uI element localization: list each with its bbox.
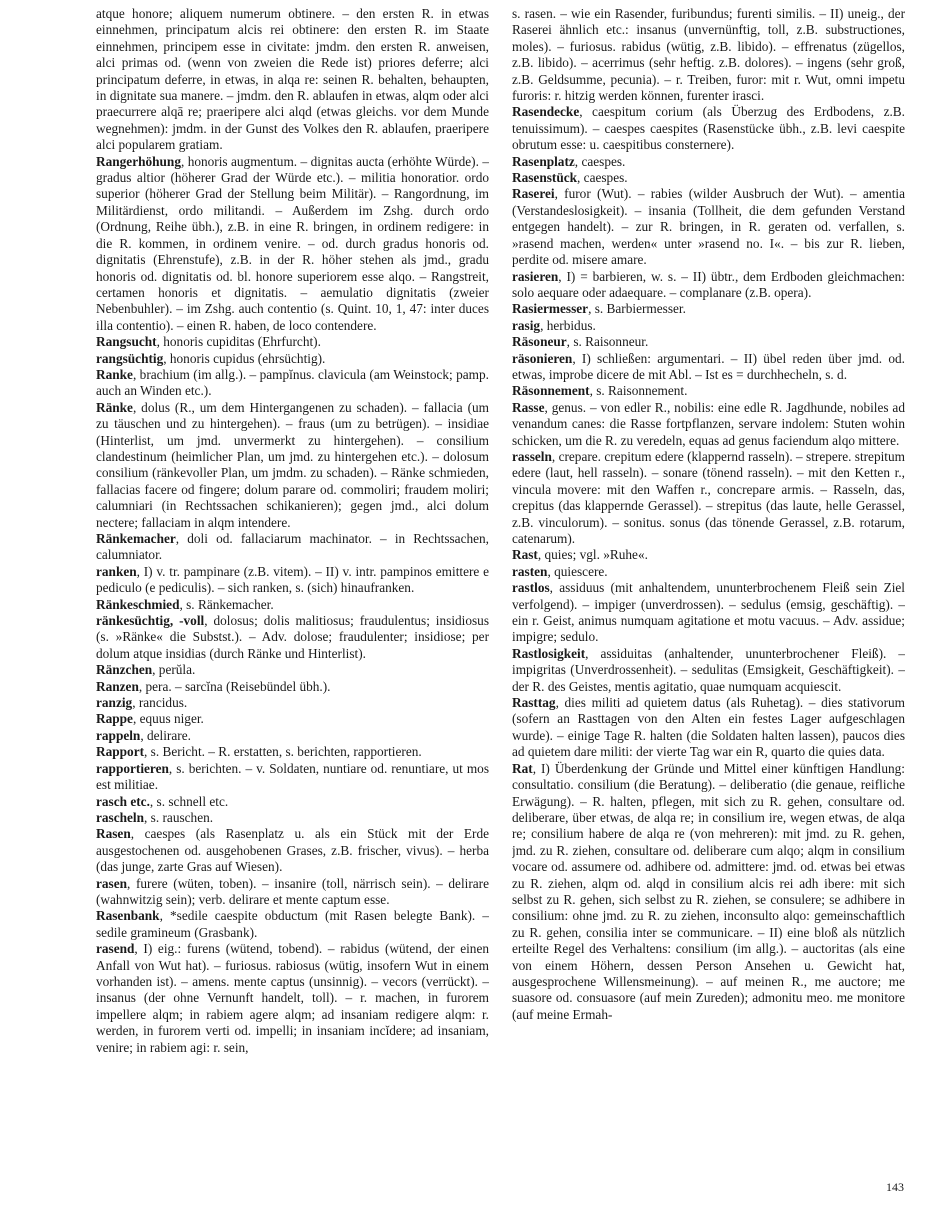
headword: rasen [96,875,128,891]
entry-text: , s. berichten. – v. Soldaten, nuntiare od. renuntiare, ut mos est militiae. [96,760,489,793]
dictionary-entry [96,367,489,400]
dictionary-entry [96,564,489,597]
entry-text: , honoris cupiditas (Ehrfurcht). [156,334,321,350]
dictionary-entry [96,876,489,909]
dictionary-entry [96,908,489,941]
entry-text: , genus. – von edler R., nobilis: eine edle R. Jagdhunde, nobiles ad venandum canes: die Rasse fortpflanzen, servare indolem: Stuten wohin schicken, um die R. zu veredeln, equas ad genus faciendum alqo mittere. [512,399,905,448]
dictionary-entry [512,301,905,317]
headword: ranken [96,563,137,579]
dictionary-entry [512,154,905,170]
dictionary-entry [96,334,489,350]
dictionary-entry [96,826,489,875]
headword: Rat [512,760,533,776]
entry-text: , *sedile caespite obductum (mit Rasen belegte Bank). – sedile gramineum (Grasbank). [96,908,489,940]
headword: Rasendecke [512,104,580,120]
entry-text: , crepare. crepitum edere (klappernd rasseln). – strepere. strepitum edere (laut, hell rasseln). – sonare (tönend rasseln). – mit den Ketten r., vincula movere: mit den Waffen r., concrepare armis. – Rasseln, das, crepitus (das klappernde Gerassel). – strepitus (das laute, helle Gerassel, z.B. vinculorum). – sonitus. sonus (das tönende Gerassel, z.B. rotarum, catenarum). [512,448,905,546]
entry-text: , herbidus. [540,317,596,333]
entry-text: atque honore; aliquem numerum obtinere. – den ersten R. in etwas einnehmen, principatum alcis rei obtinere: den ersten R. im Staate einnehmen, principem esse in civitate: jmdm. den ersten R. anweisen, alci primas od. (wenn von zweien die Rede ist) priores deferre; alci principatum deferre, in etwas, in alqa re: seinen R. behalten, behaupten, in dignitate sua manere. – jmdm. den R. ablaufen in etwas, alqm oder alci praecurrere alqā re; praeripere alci alqd (etwas gleichs. vor dem Munde wegnehmen): jmdm. in der Gunst des Volkes den R. ablaufen, praeripere alci popularem gratiam. [96,6,489,153]
entry-text: , caespes (als Rasenplatz u. als ein Stück mit der Erde ausgestochenen od. ausgehobenen Grases, z.B. frischer, vivus). – herba (das junge, zarte Gras auf Wiesen). [96,826,489,875]
entry-text: , I) Überdenkung der Gründe und Mittel einer künftigen Handlung: consultatio. consilium (die Beratung). – deliberatio (die genaue, reifliche Erwägung). – R. halten, pflegen, mit sich zu R. gehen, consultare od. deliberare, über etwas, de alqa re; in consilium ire, wegen etwas, de alqa re; consilium habere de alqa re (von mehreren): mit jmd. zu R. gehen, jmd. zu R. ziehen, consultare od. deliberare cum alqo; alqm in consilium vocare od. assumere od. adhibere od. admittere: jmd. od. etwas bei etwas zu R. ziehen, alqm od. alqd in consilium alcis rei adh ibere: mit sich selbst zu R. gehen, sich selbst zu R. ziehen, se consulere; se adhibere in consilium: ohne jmd. zu R. zu ziehen, inconsulto alqo: gemeinschaftlich zu R. gehen, consilia inter se communicare. – II) eine bloß als nützlich erteilte Regel des Verhaltens: consilium (im allg.). – auctoritas (als eine von einem Höhern, dessen Person Ansehen u. Gewicht hat, ausgesprochene Willensmeinung). – auf meinen R., me auctore; me suasore od. consuasore (auf mein Zureden); admonitu meo. me monitore (auf meine Ermah- [512,760,905,1022]
dictionary-entry [512,186,905,268]
dictionary-entry [512,646,905,695]
headword: Ränkemacher [96,531,176,546]
entry-text: , dolosus; dolis malitiosus; fraudulentus; insidiosus (s. »Ränke« die Substst.). – Adv. dolose; fraudulenter; insidiose; per dolum atque insidias (durch Ränke und Hinterlist). [96,613,489,661]
dictionary-entry [512,580,905,646]
entry-text: , dies militi ad quietem datus (als Ruhetag). – dies stativorum (sofern an Rasttagen von den Alten ein festes Lager aufgeschlagen wurde). – einige Tage R. halten (die Soldaten halten lassen), paucos dies ad quietem dare militi: der vierte Tag war ein R, quarto die quies data. [512,695,905,760]
headword: rascheln [96,809,145,825]
entry-text: , furere (wüten, toben). – insanire (toll, närrisch sein). – delirare (wahnwitzig sein); verb. delirare et mente captum esse. [96,875,489,907]
entry-text: , assiduitas (anhaltender, ununterbrochener Fleiß). – impigritas (Unverdrossenheit). – sedulitas (Emsigkeit, Geschäftigkeit). – der R. des Geistes, mentis agitatio, quae numquam acquiescit. [512,645,905,694]
headword: Rangerhöhung [96,153,181,169]
dictionary-entry [96,400,489,531]
headword: rasig [512,317,541,333]
entry-text: , I) eig.: furens (wütend, tobend). – rabidus (wütend, der einen Anfall von Wut hat). – furiosus. rabiosus (wütig, insofern Wut in einem vorhanden ist). – amens. mente captus (unsinnig). – vecors (verrückt). – insanus (der ohne Vernunft handelt, toll). – r. machen, in furorem impellere alqm; in rabiem agere alqm; ad insaniam redigere alqm: r. werden, in furorem verti od. impelli; in insaniam incĭdere; ad insaniam, venire; in rabiem agi: r. sein, [96,941,489,1055]
entry-text: s. rasen. – wie ein Rasender, furibundus; furenti similis. – II) uneig., der Raserei ähnlich etc.: insanus (unvernünftig, toll, z.B. substructiones, moles). – furiosus. rabidus (wütig, z.B. libido). – effrenatus (zügellos, z.B. libido). – acerrimus (sehr heftig. z.B. dolores). – ingens (sehr groß, z.B. Geldsumme, pecunia). – r. Treiben, furor: mit r. Wut, omni impetu furoris: r. hitzig werden können, furenter irasci. [512,6,905,104]
headword: Raserei [512,186,555,202]
dictionary-entry [96,679,489,695]
page-number: 143 [886,1180,904,1194]
headword: Rappe [96,711,133,727]
headword: Rapport [96,744,145,760]
dictionary-entry [96,6,489,154]
dictionary-entry [512,269,905,302]
left-column [96,6,489,1186]
headword: rasch etc. [96,793,150,809]
entry-text: , delirare. [140,727,191,743]
dictionary-entry [96,941,489,1056]
entry-text: , s. Barbiermesser. [588,301,686,317]
dictionary-entry [512,449,905,547]
headword: rasieren [512,268,559,284]
dictionary-entry [96,794,489,810]
headword: rangsüchtig [96,350,164,366]
dictionary-entry [96,662,489,678]
headword: Rasiermesser [512,301,589,317]
entry-text: , brachium (im allg.). – pampĭnus. clavicula (am Weinstock; pamp. auch an Winden etc.). [96,366,489,399]
headword: Rasttag [512,695,556,711]
headword: Räsonnement [512,383,590,399]
dictionary-entry [96,810,489,826]
dictionary-entry [96,744,489,760]
entry-text: , doli od. fallaciarum machinator. – in Rechtssachen, calumniator. [96,531,489,563]
entry-text: , equus niger. [132,711,204,727]
dictionary-entry [512,351,905,384]
dictionary-entry [96,728,489,744]
entry-text: , rancidus. [132,695,188,711]
entry-text: , caespes. [577,170,628,186]
dictionary-entry [512,695,905,761]
right-column [512,6,905,1186]
entry-text: , honoris augmentum. – dignitas aucta (erhöhte Würde). – gradus altior (höherer Grad der Würde etc.). – militia honoratior. ordo superior (höherer Grad der Stellung beim Militär). – Rangordnung, im Militärdienst, ordo militandi. – Außerdem im Zshg. durch ordo (Ordnung, Reihe übh.), z.B. in eine R. bringen, in ordinem redigere: in die R. kommen, in ordinem venire. – od. durch gradus honoris od. dignitatis (Ehrenstufe), z.B. in der R. höher stehen als jmd., gradu honoris od. dignitatis od. bl. honore superiorem esse alqo. – Rangstreit, certamen honoris et dignitatis. – aemulatio dignitatis (zweier Nebenbuhler). – im Zshg. auch contentio (s. Quint. 10, 1, 47: inter duces illa contentio). – einen R. haben, de loco contendere. [96,153,489,333]
entry-text: , I) v. tr. pampinare (z.B. vitem). – II) v. intr. pampinos emittere e pediculo (e pediculis). – sich ranken, s. (sich) hinaufranken. [96,563,489,596]
headword: Rastlosigkeit [512,645,586,661]
headword: Rasenbank [96,908,160,924]
entry-text: , s. Bericht. – R. erstatten, s. berichten, rapportieren. [144,744,422,760]
dictionary-entry [512,334,905,350]
headword: rapportieren [96,760,169,776]
entry-text: , furor (Wut). – rabies (wilder Ausbruch der Wut). – amentia (Verstandeslosigkeit). – insania (Tollheit, die dem gefunden Verstand entgegen handelt). – zur R. bringen, in R. geraten od. verfallen, s. »rasend machen, werden« unter »rasend no. I«. – bis zur R. lieben, perdite od. misere amare. [512,186,905,268]
headword: Ränzchen [96,662,153,678]
headword: Ranzen [96,678,139,694]
dictionary-entry [512,547,905,563]
entry-text: , perŭla. [152,662,196,678]
headword: rasten [512,563,548,579]
headword: rastlos [512,580,550,596]
headword: räsonieren [512,350,573,366]
entry-text: , s. Raisonneur. [566,334,649,350]
headword: Rasse [512,399,545,415]
dictionary-entry [96,711,489,727]
entry-text: , quiescere. [547,563,608,579]
headword: Rasenplatz [512,153,575,169]
dictionary-entry [96,154,489,334]
headword: Ranke [96,366,133,382]
headword: rasseln [512,448,552,464]
dictionary-entry [96,761,489,794]
dictionary-entry [512,383,905,399]
entry-text: , caespes. [574,153,626,169]
dictionary-entry [512,761,905,1024]
headword: Rasenstück [512,170,578,186]
entry-text: , I) schließen: argumentari. – II) übel reden über jmd. od. etwas, improbe dicere de mit Abl. – Ist es = durchhecheln, s. d. [512,350,905,382]
entry-text: , s. schnell etc. [149,793,229,809]
headword: rappeln [96,727,141,743]
dictionary-entry [512,6,905,104]
dictionary-entry [96,597,489,613]
entry-text: , s. Raisonnement. [589,383,688,399]
entry-text: , s. Ränkemacher. [179,596,274,612]
dictionary-entry [96,351,489,367]
entry-text: , caespitum corium (als Überzug des Erdbodens, z.B. tenuissimum). – caespes caespites (Rasenstücke übh., z.B. levi caespite obrutum esse: u. caespitibus consternere). [512,104,905,153]
dictionary-entry [96,531,489,564]
dictionary-entry [512,318,905,334]
entry-text: , honoris cupidus (ehrsüchtig). [163,350,326,366]
entry-text: , I) = barbieren, w. s. – II) übtr., dem Erdboden gleichmachen: solo aequare oder adaequare. – complanare (z.B. opera). [512,268,905,300]
entry-text: , assiduus (mit anhaltendem, ununterbrochenem Fleiß sein Ziel verfolgend). – impiger (unverdrossen). – sedulus (emsig, geschäftig). – ein r. Geist, animus numquam agitatione et motu vacuus. – Adv. assidue; impigre; sedulo. [512,580,905,645]
headword: Ränke [96,399,133,415]
entry-text: , dolus (R., um dem Hintergangenen zu schaden). – fallacia (um zu täuschen und zu hintergehen). – fraus (um zu betrügen). – insidiae (Hinterlist, um jmd. unvermerkt zu hintergehen). – consilium clandestinum (heimlicher Plan, um jmd. zu hintergehen etc.). – dolosum consilium (ränkevoller Plan, um jmdm. zu schaden). – Ränke schmieden, fallacias facere od fingere; dolum parare od. commoliri; fraudem moliri; calumniari (in Rechtssachen schikanieren); gegen jmd., alci dolum nectere; fallaciam in alqm intendere. [96,399,489,530]
dictionary-entry [96,695,489,711]
entry-text: , quies; vgl. »Ruhe«. [537,547,648,563]
entry-text: , s. rauschen. [144,809,214,825]
headword: Rasen [96,826,131,842]
dictionary-entry [96,613,489,662]
dictionary-entry [512,104,905,153]
headword: Räsoneur [512,334,567,350]
dictionary-entry [512,170,905,186]
entry-text: , pera. – sarcĭna (Reisebündel übh.). [138,678,331,694]
headword: rasend [96,941,135,957]
headword: Ränkeschmied [96,596,180,612]
headword: Rast [512,547,538,563]
headword: ranzig [96,695,133,711]
dictionary-entry [512,400,905,449]
headword: ränkesüchtig, -voll [96,613,205,629]
headword: Rangsucht [96,334,157,350]
dictionary-entry [512,564,905,580]
